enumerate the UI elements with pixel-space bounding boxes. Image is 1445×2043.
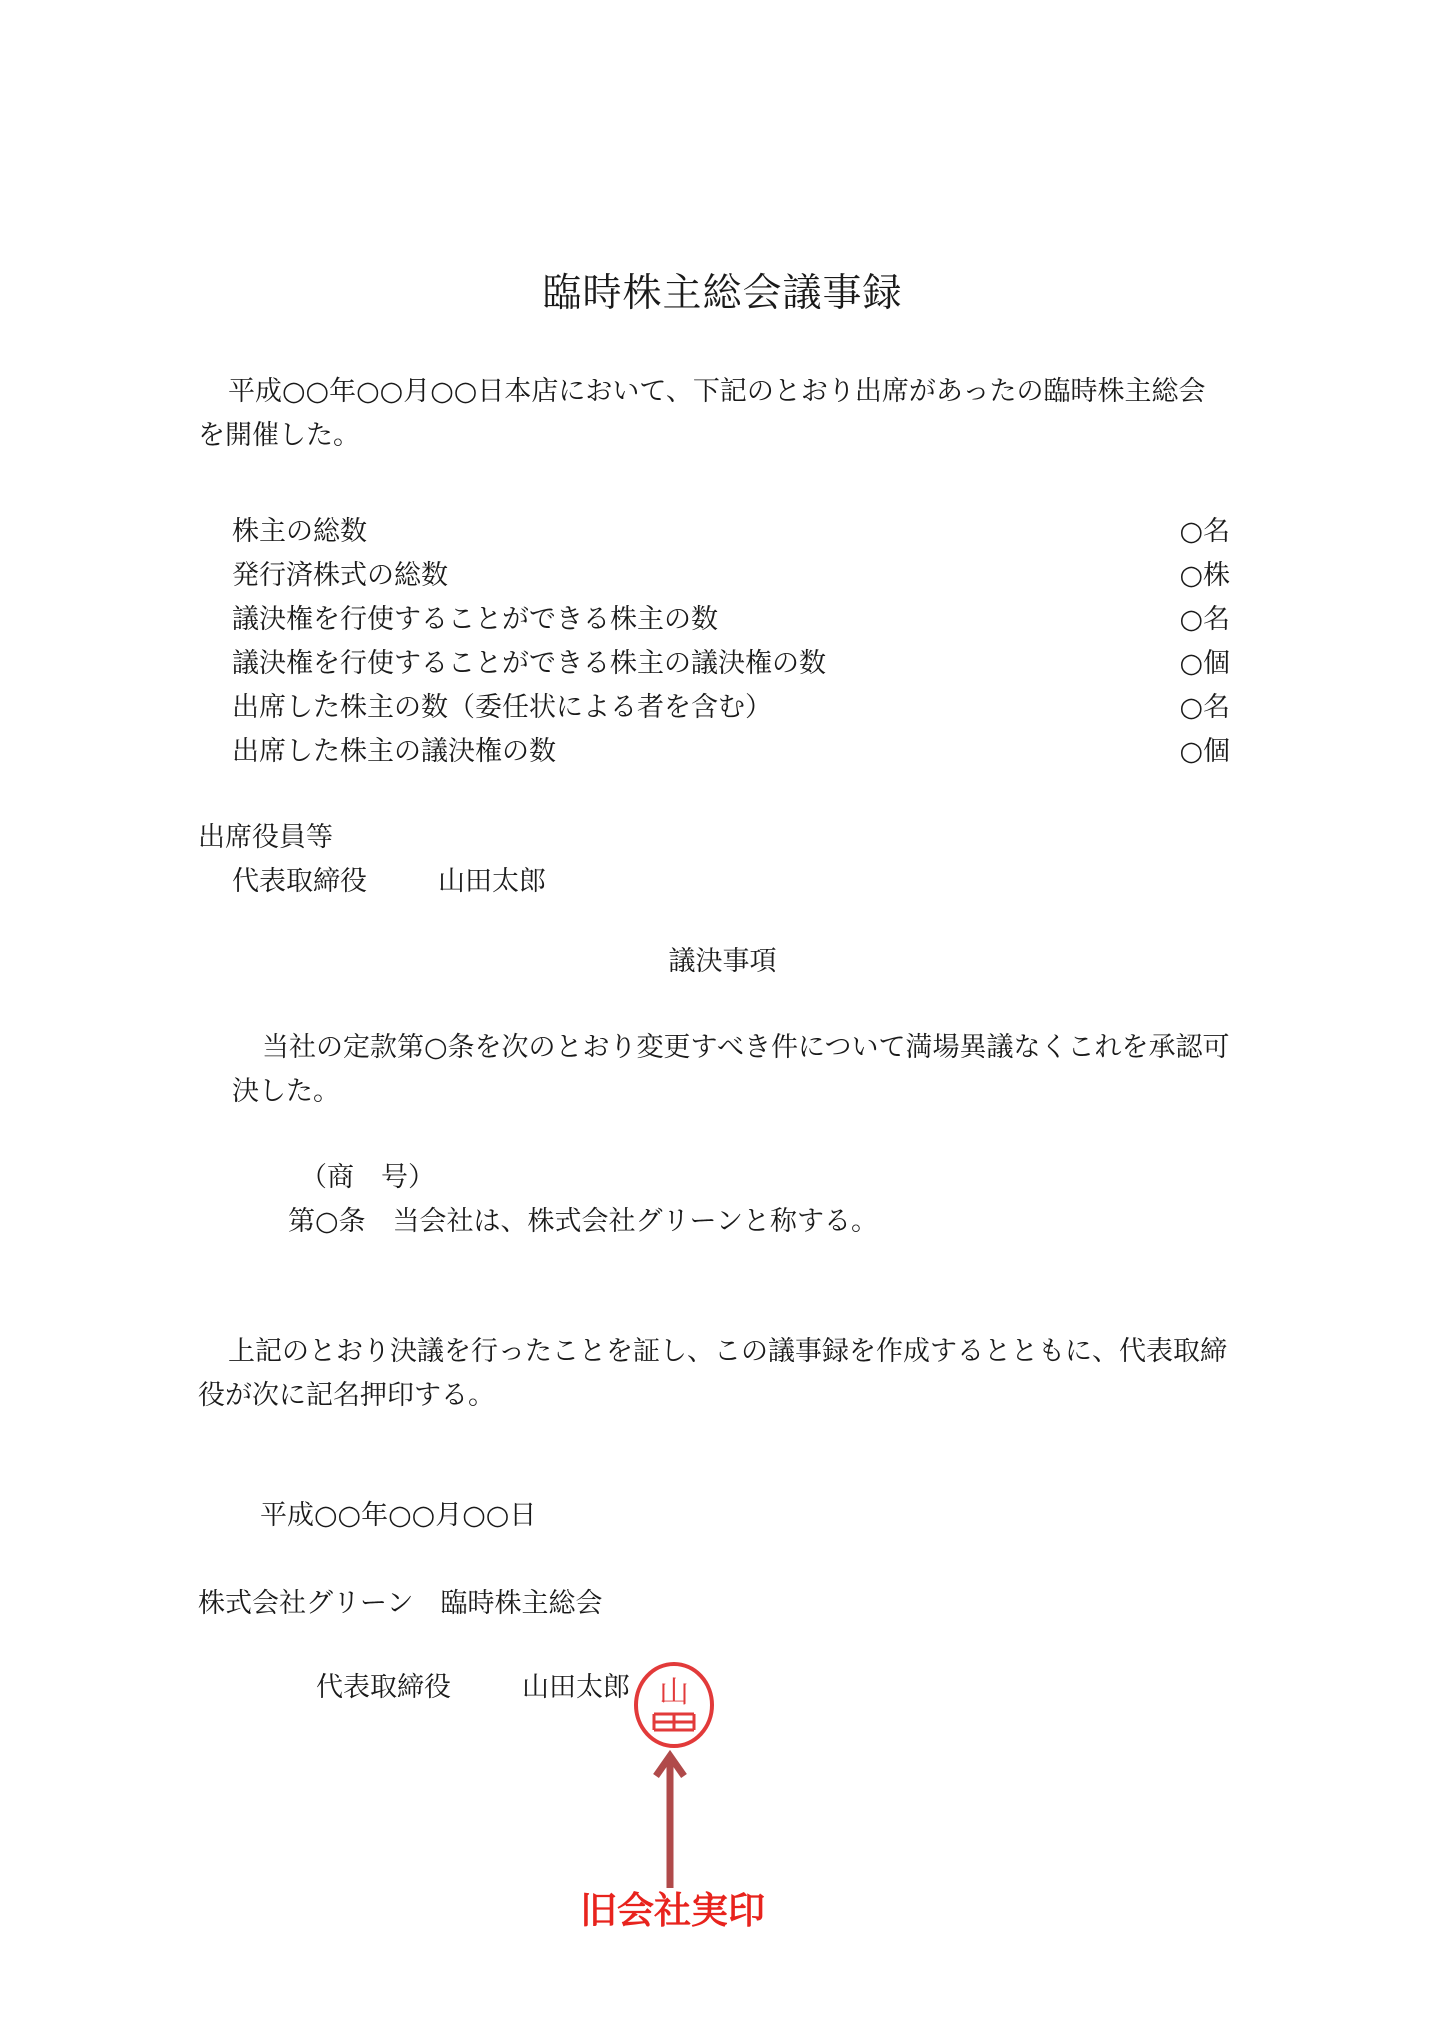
article-heading: （商 号） (300, 1162, 435, 1193)
stat-label: 議決権を行使することができる株主の議決権の数 (232, 648, 826, 679)
company-seal-icon (632, 1660, 716, 1750)
document-date: 平成○○年○○月○○日 (260, 1500, 537, 1531)
stat-value: ○個 (1179, 648, 1230, 679)
closing-paragraph: 上記のとおり決議を行ったことを証し、この議事録を作成するとともに、代表取締役が次に記名押印する。 (198, 1336, 1227, 1411)
article-text: 第○条 当会社は、株式会社グリーンと称する。 (288, 1206, 879, 1237)
stat-value: ○個 (1179, 736, 1230, 767)
stat-value: ○名 (1179, 516, 1230, 547)
stat-label: 発行済株式の総数 (232, 560, 448, 591)
seal-text: 山 (659, 1675, 689, 1710)
stat-row (232, 598, 1230, 642)
attendee-name: 山田太郎 (438, 866, 546, 897)
intro-paragraph: 平成○○年○○月○○日本店において、下記のとおり出席があったの臨時株主総会を開催した。 (198, 376, 1206, 451)
stat-row (232, 642, 1230, 686)
stat-row (232, 554, 1230, 598)
stat-label: 出席した株主の議決権の数 (232, 736, 556, 767)
attendee-role: 代表取締役 (232, 866, 367, 897)
attendees-heading: 出席役員等 (198, 822, 333, 853)
stat-row (232, 686, 1230, 730)
meeting-name: 株式会社グリーン 臨時株主総会 (198, 1588, 603, 1619)
arrow-up-icon (650, 1750, 690, 1890)
stat-label: 出席した株主の数（委任状による者を含む） (232, 692, 772, 723)
seal-annotation-label: 旧会社実印 (580, 1889, 765, 1932)
resolution-heading: 議決事項 (668, 946, 777, 977)
stat-label: 議決権を行使することができる株主の数 (232, 604, 718, 635)
stat-value: ○名 (1179, 692, 1230, 723)
stat-row (232, 510, 1230, 554)
signature-role: 代表取締役 (316, 1672, 451, 1703)
stat-value: ○株 (1179, 560, 1230, 591)
stat-label: 株主の総数 (232, 516, 367, 547)
stat-row (232, 730, 1230, 774)
document-title: 臨時株主総会議事録 (542, 271, 903, 316)
stat-value: ○名 (1179, 604, 1230, 635)
resolution-paragraph: 当社の定款第○条を次のとおり変更すべき件について満場異議なくこれを承認可決した。 (232, 1032, 1230, 1107)
signature-name: 山田太郎 (522, 1672, 630, 1703)
